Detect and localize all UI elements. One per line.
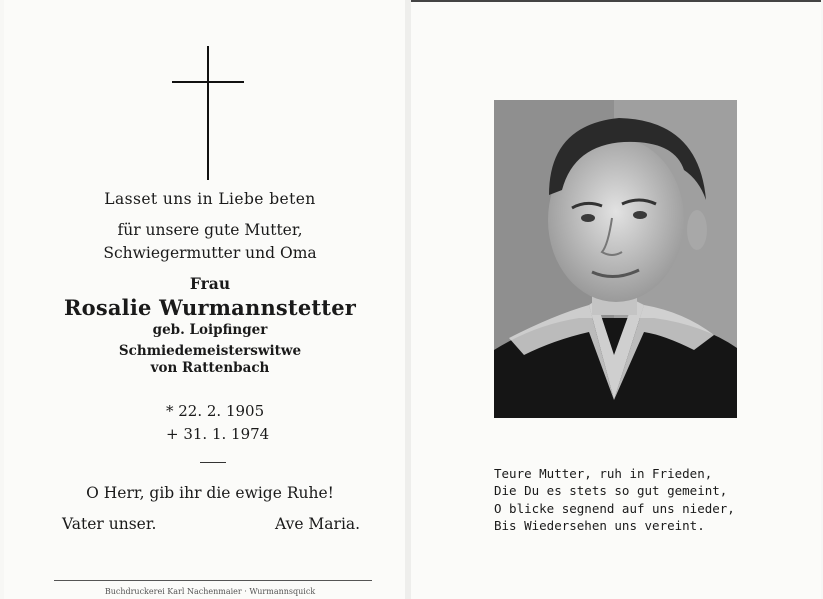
portrait-image [494,100,737,418]
printer-imprint: Buchdruckerei Karl Nachenmaier · Wurmannsquick [104,587,316,596]
poem-line: Bis Wiedersehen uns vereint. [494,518,705,533]
prayer-ave-maria: Ave Maria. [275,515,361,533]
title-word: Frau [189,274,231,293]
dedication-line-2: Schwiegermutter und Oma [103,244,317,262]
occupation: Schmiedemeisterswitwe [118,343,302,359]
prayer-vater-unser: Vater unser. [62,515,157,533]
intro-text: Lasset uns in Liebe beten [104,190,316,208]
dedication-line-1: für unsere gute Mutter, [117,221,303,239]
cross-icon [207,46,209,180]
portrait-photo [494,100,737,418]
poem-line: Teure Mutter, ruh in Frieden, [494,466,713,481]
prayer-text: O Herr, gib ihr die ewige Ruhe! [86,484,334,502]
death-date: + 31. 1. 1974 [166,425,270,443]
maiden-name: geb. Loipfinger [152,322,268,338]
birth-date: * 22. 2. 1905 [166,402,265,420]
poem-line: Die Du es stets so gut gemeint, [494,483,728,498]
deceased-name: Rosalie Wurmannstetter [63,295,357,320]
footer-rule [54,580,372,581]
poem-line: O blicke segnend auf uns nieder, [494,501,735,516]
divider [200,462,226,463]
cross-icon-bar [172,81,244,83]
origin: von Rattenbach [150,360,270,376]
